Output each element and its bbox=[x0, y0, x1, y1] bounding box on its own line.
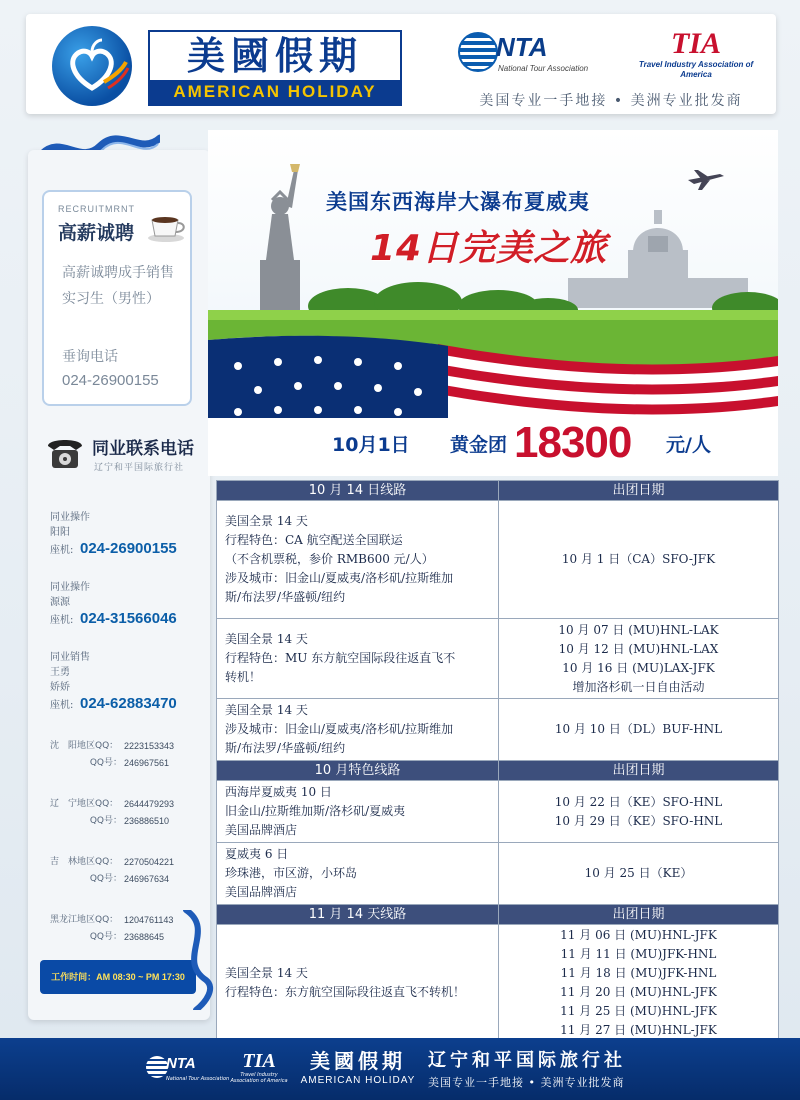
route-line: 涉及城市：旧金山/夏威夷/洛杉矶/拉斯维加 bbox=[225, 571, 454, 585]
globe-icon bbox=[146, 1056, 168, 1078]
qq-area-label: 辽 宁地区QQ： bbox=[50, 799, 119, 809]
route-line: 旧金山/拉斯维加斯/洛杉矶/夏威夷 bbox=[225, 804, 406, 818]
route-line: 斯/布法罗/华盛顿/纽约 bbox=[225, 590, 346, 604]
apple-heart-logo-icon bbox=[52, 26, 132, 106]
banner-title: 美国东西海岸大瀑布夏威夷 bbox=[326, 190, 590, 214]
route-line: （不含机票税，参价 RMB600 元/人） bbox=[225, 552, 434, 566]
qq-number: 246967561 bbox=[124, 758, 170, 768]
date-line: 10 月 10 日（DL）BUF-HNL bbox=[554, 722, 723, 736]
tia-logo bbox=[636, 28, 756, 88]
date-column-header: 出团日期 bbox=[499, 905, 779, 925]
dates-cell bbox=[499, 925, 779, 1041]
contact-phone: 024-26900155 bbox=[80, 540, 177, 557]
route-line: 西海岸夏威夷 10 日 bbox=[225, 785, 332, 799]
qq-number: 23688645 bbox=[124, 932, 165, 942]
landline-label: 座机: bbox=[50, 615, 74, 626]
dates-cell bbox=[499, 619, 779, 699]
route-cell bbox=[217, 925, 499, 1041]
table-row bbox=[217, 781, 779, 843]
price-unit: 元/人 bbox=[666, 434, 711, 456]
qq-label: QQ号： bbox=[89, 758, 122, 768]
airplane-icon bbox=[688, 170, 724, 190]
contact-phone: 024-31566046 bbox=[80, 610, 177, 627]
date-line: 10 月 29 日（KE）SFO-HNL bbox=[554, 813, 723, 828]
date-line: 10 月 1 日（CA）SFO-JFK bbox=[561, 552, 716, 566]
qq-area-label: 黑龙江地区QQ： bbox=[50, 915, 119, 925]
route-line: 珍珠港，市区游，小环岛 bbox=[225, 866, 358, 880]
date-line: 11 月 18 日 (MU)JFK-HNL bbox=[560, 965, 717, 980]
qq-number: 1204761143 bbox=[124, 915, 174, 925]
date-line: 10 月 22 日（KE）SFO-HNL bbox=[554, 794, 723, 809]
dates-cell bbox=[499, 843, 779, 905]
route-line: 行程特色：MU 东方航空国际段往返直飞不 bbox=[225, 651, 456, 665]
contact-agency: 辽宁和平国际旅行社 bbox=[94, 463, 185, 473]
brand-name-cn: 美國假期 bbox=[150, 32, 400, 80]
section-title: 10 月特色线路 bbox=[217, 761, 499, 781]
contact-role: 同业销售 bbox=[50, 652, 90, 663]
date-line: 增加洛杉矶一日自由活动 bbox=[572, 679, 705, 694]
contact-heading bbox=[42, 432, 202, 482]
landline-label: 座机: bbox=[50, 700, 74, 711]
route-line: 美国全景 14 天 bbox=[225, 632, 308, 646]
route-line: 行程特色：CA 航空配送全国联运 bbox=[225, 533, 403, 547]
footer-tia-full-name: Travel Industry Association of America bbox=[230, 1072, 288, 1084]
header-tagline: 美国专业一手地接 • 美洲专业批发商 bbox=[479, 93, 743, 109]
sidebar bbox=[28, 150, 210, 1020]
footer-nta-logo bbox=[146, 1052, 230, 1086]
route-line: 美国全景 14 天 bbox=[225, 514, 308, 528]
section-title: 11 月 14 天线路 bbox=[217, 905, 499, 925]
brand-name-en: AMERICAN HOLIDAY bbox=[173, 82, 377, 101]
contact-operator-1 bbox=[50, 510, 210, 558]
recruit-position-2: 实习生（男性） bbox=[62, 291, 160, 307]
tour-schedule-table bbox=[216, 480, 779, 1041]
date-column-header: 出团日期 bbox=[499, 481, 779, 501]
globe-icon bbox=[458, 32, 498, 72]
date-line: 10 月 16 日 (MU)LAX-JFK bbox=[562, 660, 715, 675]
qq-area-label: 吉 林地区QQ： bbox=[50, 857, 119, 867]
date-line: 10 月 25 日（KE） bbox=[584, 866, 693, 880]
route-line: 美国全景 14 天 bbox=[225, 965, 308, 980]
recruit-title: 高薪诚聘 bbox=[58, 222, 135, 244]
banner-illustration bbox=[208, 130, 778, 418]
route-line: 美国品牌酒店 bbox=[225, 823, 298, 837]
recruit-position-1: 高薪诚聘成手销售 bbox=[62, 265, 174, 281]
route-line: 夏威夷 6 日 bbox=[225, 847, 289, 861]
contact-role: 同业操作 bbox=[50, 512, 90, 523]
departure-date: 10月1日 bbox=[332, 434, 410, 456]
route-cell bbox=[217, 619, 499, 699]
footer-tia-logo bbox=[226, 1050, 292, 1084]
table-row bbox=[217, 619, 779, 699]
qq-area-label: 沈 阳地区QQ： bbox=[50, 741, 119, 751]
route-line: 涉及城市：旧金山/夏威夷/洛杉矶/拉斯维加 bbox=[225, 722, 454, 736]
contact-title: 同业联系电话 bbox=[92, 439, 194, 459]
tia-name: TIA bbox=[670, 27, 721, 60]
route-line: 美国品牌酒店 bbox=[225, 885, 298, 899]
recruit-label-en: RECRUITMRNT bbox=[58, 204, 135, 214]
price-strip bbox=[208, 418, 778, 476]
table-row bbox=[217, 699, 779, 761]
promo-banner bbox=[208, 130, 778, 418]
page-footer bbox=[0, 1038, 800, 1100]
table-row bbox=[217, 501, 779, 619]
date-line: 11 月 06 日 (MU)HNL-JFK bbox=[560, 927, 717, 942]
date-line: 11 月 25 日 (MU)HNL-JFK bbox=[560, 1003, 717, 1018]
date-line: 11 月 11 日 (MU)JFK-HNL bbox=[560, 946, 717, 961]
qq-number: 246967634 bbox=[124, 874, 170, 884]
contact-name: 阳阳 bbox=[50, 527, 70, 538]
footer-nta-full-name: National Tour Association bbox=[166, 1076, 230, 1082]
date-line: 11 月 20 日 (MU)HNL-JFK bbox=[560, 984, 717, 999]
telephone-icon bbox=[46, 434, 84, 470]
table-section-header bbox=[217, 481, 779, 501]
landline-label: 座机: bbox=[50, 545, 74, 556]
nta-name: NTA bbox=[496, 32, 548, 62]
qq-number: 2644479293 bbox=[124, 799, 175, 809]
qq-jilin bbox=[50, 854, 210, 888]
route-line: 斯/布法罗/华盛顿/纽约 bbox=[225, 741, 346, 755]
qq-number: 2223153343 bbox=[124, 741, 175, 751]
contact-name: 源源 bbox=[50, 597, 70, 608]
date-line: 10 月 12 日 (MU)HNL-LAX bbox=[558, 641, 719, 656]
route-cell bbox=[217, 843, 499, 905]
contact-phone: 024-62883470 bbox=[80, 695, 177, 712]
table-section-header bbox=[217, 761, 779, 781]
footer-brand-en: AMERICAN HOLIDAY bbox=[300, 1075, 416, 1086]
table-section-header bbox=[217, 905, 779, 925]
date-line: 11 月 27 日 (MU)HNL-JFK bbox=[560, 1022, 717, 1037]
contact-sales bbox=[50, 650, 210, 713]
dates-cell bbox=[499, 501, 779, 619]
recruitment-box bbox=[42, 190, 192, 406]
statue-of-liberty-icon bbox=[260, 164, 300, 310]
qq-label: QQ号： bbox=[89, 932, 122, 942]
date-line: 10 月 07 日 (MU)HNL-LAK bbox=[558, 622, 719, 637]
qq-shenyang bbox=[50, 738, 210, 772]
table-row bbox=[217, 843, 779, 905]
table-row bbox=[217, 925, 779, 1041]
footer-brand-cn: 美國假期 bbox=[310, 1049, 406, 1073]
footer-tia-name: TIA bbox=[242, 1050, 276, 1072]
contact-operator-2 bbox=[50, 580, 210, 628]
section-title: 10 月 14 日线路 bbox=[217, 481, 499, 501]
coffee-cup-icon bbox=[146, 210, 188, 244]
nta-logo bbox=[458, 28, 588, 80]
qq-number: 236886510 bbox=[124, 816, 170, 826]
footer-brand bbox=[298, 1048, 418, 1088]
route-line: 转机！ bbox=[225, 670, 262, 684]
tour-type: 黄金团 bbox=[450, 434, 508, 456]
nta-full-name: National Tour Association bbox=[498, 64, 589, 73]
recruit-phone: 024-26900155 bbox=[62, 372, 159, 389]
footer-tagline: 美国专业一手地接 • 美洲专业批发商 bbox=[428, 1076, 625, 1089]
tia-full-name: Travel Industry Association of America bbox=[638, 60, 754, 79]
banner-subtitle: 14日完美之旅 bbox=[370, 228, 608, 269]
contact-name: 娇娇 bbox=[50, 682, 70, 693]
qq-number: 2270504221 bbox=[124, 857, 175, 867]
brand-logo bbox=[148, 30, 402, 106]
date-column-header: 出团日期 bbox=[499, 761, 779, 781]
page-header bbox=[26, 14, 776, 114]
office-hours: 工作时间：AM 08:30 ~ PM 17:30 bbox=[40, 960, 196, 994]
footer-agency-name: 辽宁和平国际旅行社 bbox=[428, 1050, 626, 1071]
route-line: 美国全景 14 天 bbox=[225, 703, 308, 717]
qq-label: QQ号： bbox=[89, 816, 122, 826]
route-cell bbox=[217, 501, 499, 619]
qq-label: QQ号： bbox=[89, 874, 122, 884]
recruit-contact-label: 垂询电话 bbox=[62, 349, 118, 365]
route-cell bbox=[217, 699, 499, 761]
qq-liaoning bbox=[50, 796, 210, 830]
dates-cell bbox=[499, 781, 779, 843]
route-cell bbox=[217, 781, 499, 843]
footer-nta-name: NTA bbox=[166, 1055, 196, 1072]
price-amount: 18300 bbox=[514, 418, 632, 467]
dates-cell bbox=[499, 699, 779, 761]
route-line: 行程特色：东方航空国际段往返直飞不转机！ bbox=[225, 984, 466, 999]
contact-role: 同业操作 bbox=[50, 582, 90, 593]
contact-name: 王勇 bbox=[50, 667, 70, 678]
ribbon-decoration-icon bbox=[176, 910, 220, 1010]
